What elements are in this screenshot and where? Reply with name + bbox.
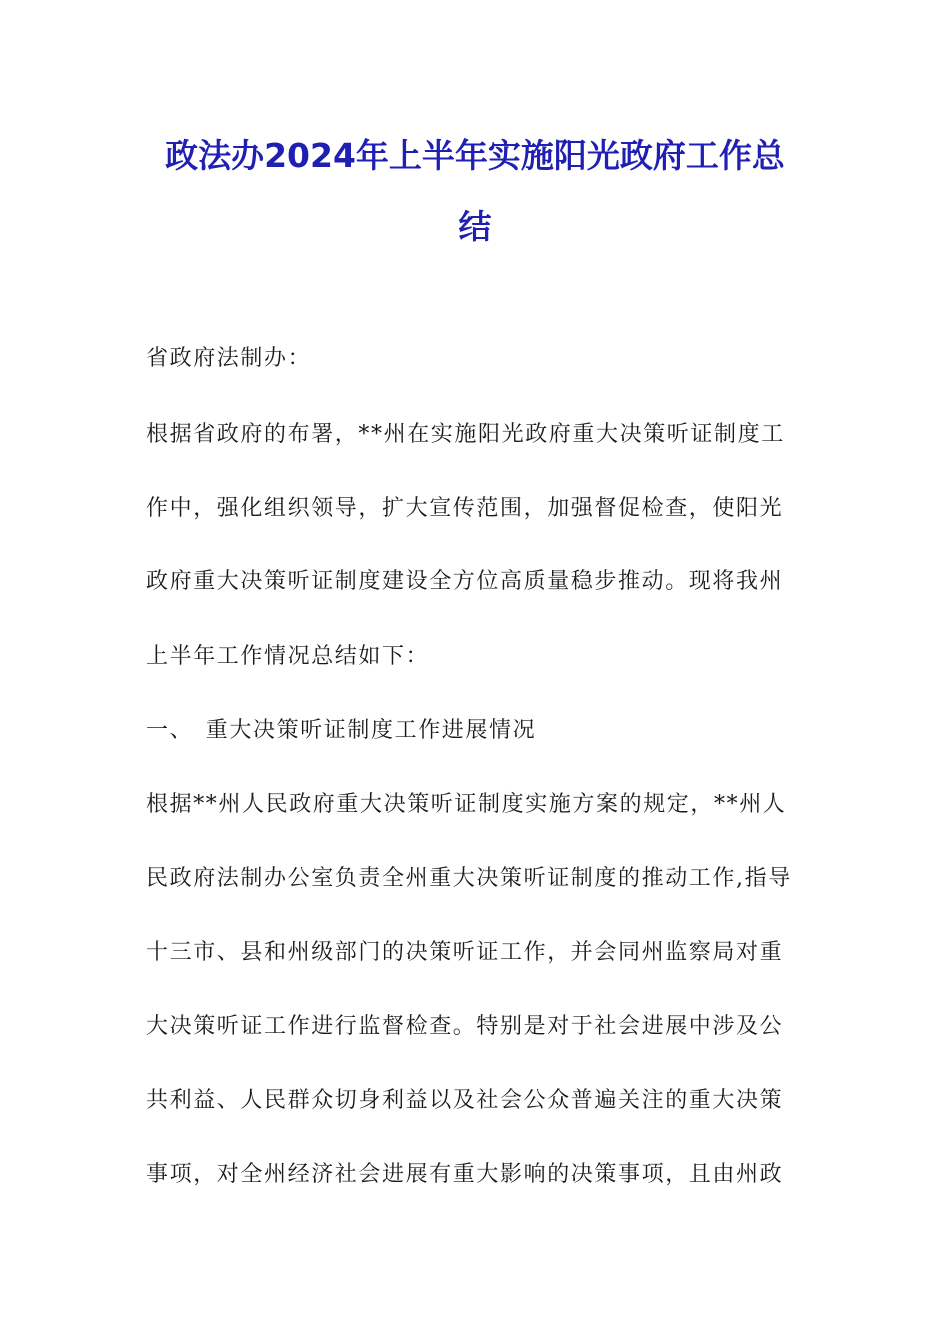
document-title-line-2: 结 (458, 207, 492, 246)
body-line: 民政府法制办公室负责全州重大决策听证制度的推动工作,指导 (146, 866, 792, 891)
body-line: 政府重大决策听证制度建设全方位高质量稳步推动。现将我州 (146, 569, 784, 594)
body-line: 共利益、人民群众切身利益以及社会公众普遍关注的重大决策 (146, 1088, 784, 1113)
body-line: 十三市、县和州级部门的决策听证工作，并会同州监察局对重 (146, 940, 784, 965)
body-line: 大决策听证工作进行监督检查。特别是对于社会进展中涉及公 (146, 1014, 784, 1039)
section-heading: 一、 重大决策听证制度工作进展情况 (146, 718, 537, 743)
body-line: 根据省政府的布署，**州在实施阳光政府重大决策听证制度工 (146, 422, 785, 447)
body-line: 上半年工作情况总结如下： (146, 644, 430, 669)
body-line: 根据**州人民政府重大决策听证制度实施方案的规定，**州人 (146, 792, 787, 817)
body-line: 事项，对全州经济社会进展有重大影响的决策事项，且由州政 (146, 1162, 784, 1187)
document-title-line-1: 政法办2024年上半年实施阳光政府工作总 (165, 136, 785, 175)
body-line: 作中，强化组织领导，扩大宣传范围，加强督促检查，使阳光 (146, 496, 784, 521)
salutation: 省政府法制办： (146, 346, 312, 371)
